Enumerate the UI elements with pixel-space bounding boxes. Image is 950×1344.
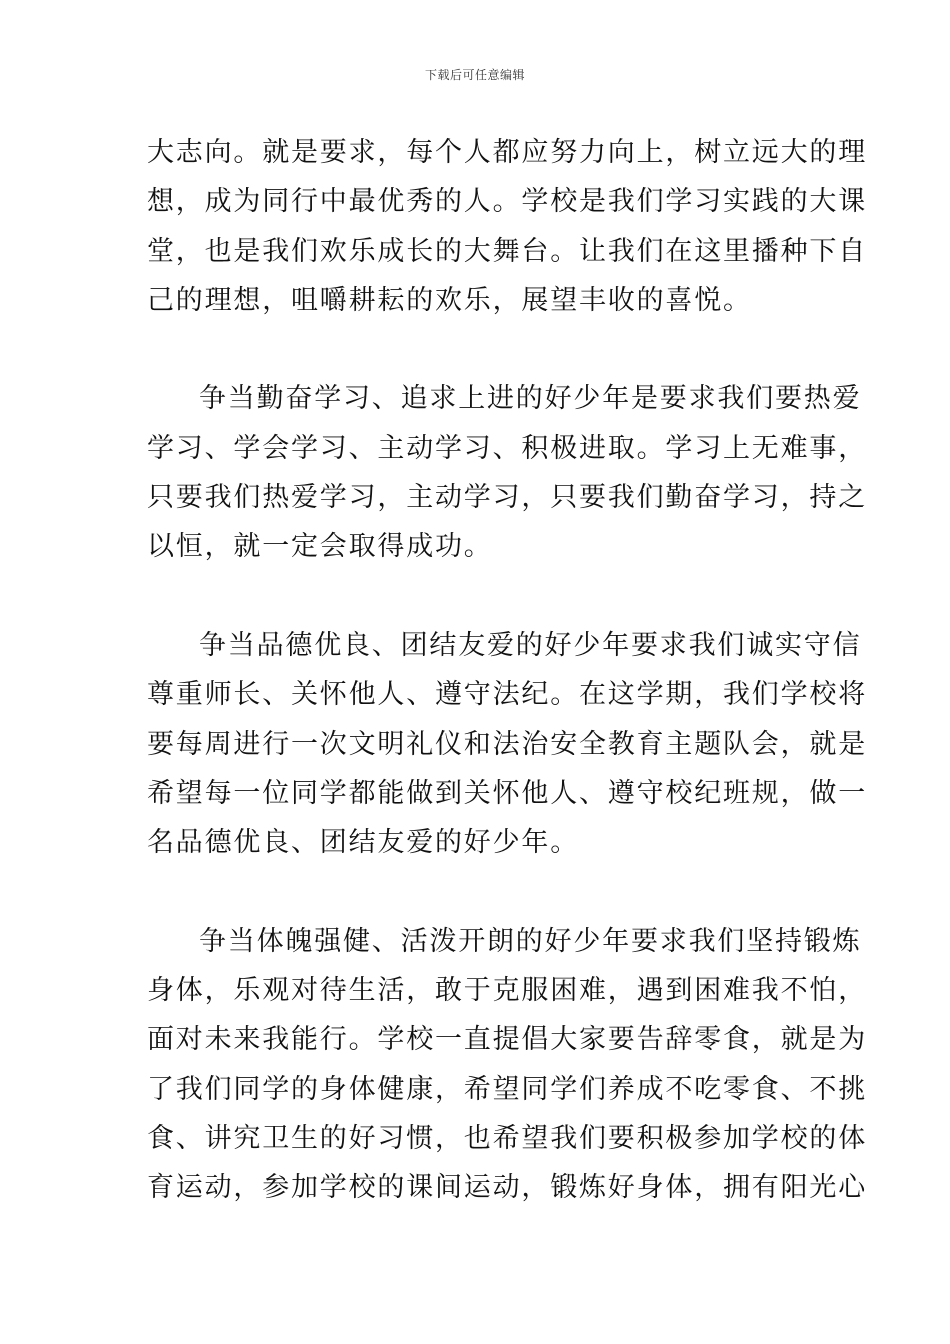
text-line: 学习、学会学习、主动学习、积极进取。学习上无难事， [147,432,867,464]
text-line: 身体，乐观对待生活，敢于克服困难，遇到困难我不怕， [147,975,867,1007]
text-line: 争当体魄强健、活泼开朗的好少年要求我们坚持锻炼 [199,925,862,957]
paragraph-spacer [147,867,807,916]
paragraph-spacer [147,572,807,621]
text-line: 争当品德优良、团结友爱的好少年要求我们诚实守信 [199,629,862,661]
paragraph [147,374,867,571]
text-line: 想，成为同行中最优秀的人。学校是我们学习实践的大课 [147,186,867,218]
text-line: 育运动，参加学校的课间运动，锻炼好身体，拥有阳光心 [147,1172,867,1204]
text-line: 大志向。就是要求，每个人都应努力向上，树立远大的理 [147,137,867,168]
text-line: 只要我们热爱学习，主动学习，只要我们勤奋学习，持之 [147,482,867,514]
paragraph [147,917,867,1213]
text-line: 要每周进行一次文明礼仪和法治安全教育主题队会，就是 [147,728,867,760]
paragraph-spacer [147,325,807,374]
text-line: 食、讲究卫生的好习惯，也希望我们要积极参加学校的体 [147,1122,867,1154]
page-header: 下载后可任意编辑 [424,68,525,82]
paragraph [147,621,867,867]
text-line: 了我们同学的身体健康，希望同学们养成不吃零食、不挑 [147,1073,867,1105]
paragraph [147,128,867,325]
text-line: 希望每一位同学都能做到关怀他人、遵守校纪班规，做一 [147,777,867,809]
text-line: 堂，也是我们欢乐成长的大舞台。让我们在这里播种下自 [147,235,867,267]
text-line: 己的理想，咀嚼耕耘的欢乐，展望丰收的喜悦。 [147,284,752,316]
text-line: 名品德优良、团结友爱的好少年。 [147,827,579,859]
text-line: 以恒，就一定会取得成功。 [147,531,493,563]
document-body [147,128,867,1213]
text-line: 尊重师长、关怀他人、遵守法纪。在这学期，我们学校将 [147,679,867,711]
text-line: 争当勤奋学习、追求上进的好少年是要求我们要热爱 [199,383,862,415]
text-line: 面对未来我能行。学校一直提倡大家要告辞零食，就是为 [147,1024,867,1056]
